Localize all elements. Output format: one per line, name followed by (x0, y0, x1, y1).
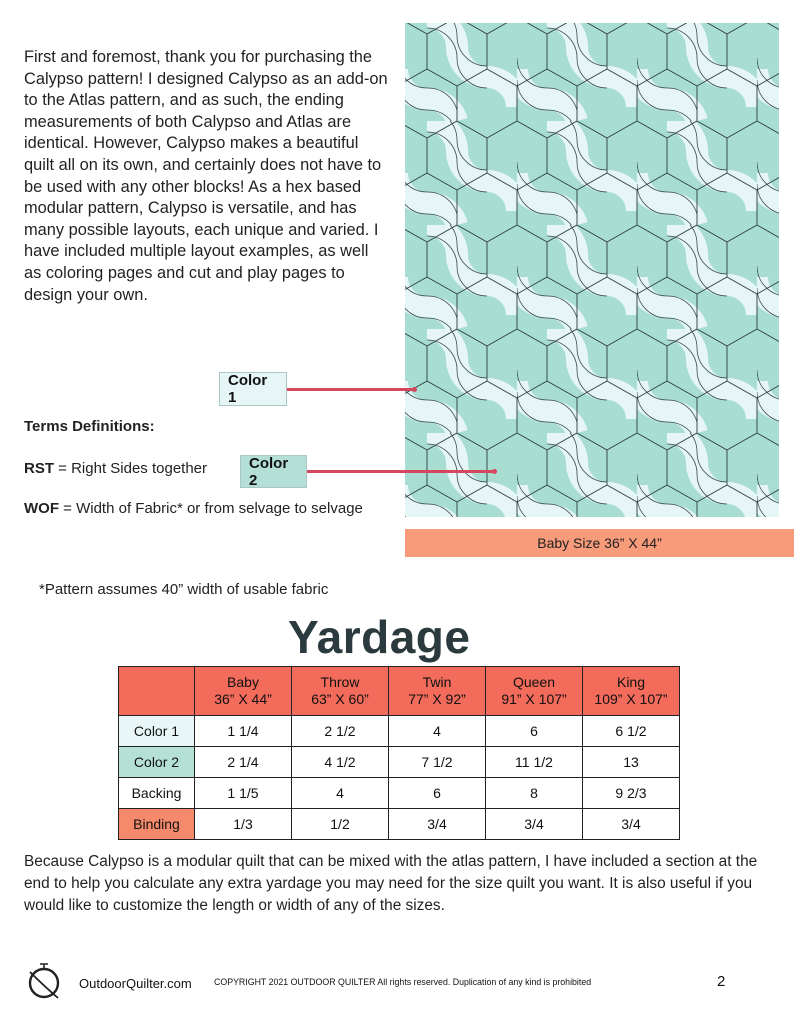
table-cell: 9 2/3 (583, 778, 680, 809)
page-number: 2 (717, 973, 726, 990)
size-caption-band: Baby Size 36” X 44” (405, 529, 794, 557)
yardage-table (118, 666, 680, 840)
table-cell: 1/2 (292, 809, 389, 840)
color2-label: Color 2 (240, 455, 307, 488)
color1-label: Color 1 (219, 372, 287, 406)
col-king: King 109” X 107” (583, 667, 680, 716)
term-wof-abbr: WOF (24, 500, 59, 517)
term-rst-abbr: RST (24, 460, 54, 477)
footer-copyright: COPYRIGHT 2021 OUTDOOR QUILTER All rights reserved. Duplication of any kind is prohibited (214, 977, 592, 987)
table-cell: 13 (583, 747, 680, 778)
col-twin: Twin 77” X 92” (389, 667, 486, 716)
term-wof-definition: = Width of Fabric* or from selvage to selvage (59, 500, 363, 517)
table-cell: 1 1/5 (195, 778, 292, 809)
terms-heading: Terms Definitions: (24, 418, 155, 435)
table-cell: 1 1/4 (195, 716, 292, 747)
table-cell: 7 1/2 (389, 747, 486, 778)
table-cell: 3/4 (583, 809, 680, 840)
row-label-color2: Color 2 (119, 747, 195, 778)
table-cell: 3/4 (486, 809, 583, 840)
table-cell: 6 (389, 778, 486, 809)
footer-site: OutdoorQuilter.com (79, 976, 192, 991)
color1-pointer-line (287, 388, 415, 391)
table-cell: 4 (389, 716, 486, 747)
col-throw: Throw 63” X 60” (292, 667, 389, 716)
table-cell: 2 1/2 (292, 716, 389, 747)
closing-paragraph: Because Calypso is a modular quilt that can be mixed with the atlas pattern, I have included a section at the end to help you calculate any extra yardage you may need for the size quilt you want. It is also useful if you would like to customize the length or width of any of the sizes. (24, 853, 758, 914)
color2-pointer-dot (492, 469, 497, 474)
yardage-title: Yardage (288, 611, 471, 663)
table-row (119, 778, 680, 809)
table-cell: 6 1/2 (583, 716, 680, 747)
fabric-width-note: *Pattern assumes 40” width of usable fabric (39, 581, 329, 598)
row-label-color1: Color 1 (119, 716, 195, 747)
table-cell: 1/3 (195, 809, 292, 840)
row-label-backing: Backing (119, 778, 195, 809)
table-cell: 3/4 (389, 809, 486, 840)
table-cell: 11 1/2 (486, 747, 583, 778)
quilt-illustration (405, 23, 779, 517)
table-row (119, 747, 680, 778)
outdoor-quilter-logo-icon (24, 962, 66, 1002)
table-cell: 4 1/2 (292, 747, 389, 778)
table-cell: 4 (292, 778, 389, 809)
col-baby: Baby 36” X 44” (195, 667, 292, 716)
term-rst-definition: = Right Sides together (54, 460, 208, 477)
table-corner-cell (119, 667, 195, 716)
table-row (119, 716, 680, 747)
intro-paragraph: First and foremost, thank you for purchasing the Calypso pattern! I designed Calypso as an add-on to the Atlas pattern, and as such, the ending measurements of both Calypso and Atlas are identical. However, Calypso makes a beautiful quilt all on its own, and certainly does not have to be used with any other blocks! As a hex based modular pattern, Calypso is versatile, and has many possible layouts, each unique and varied. I have included multiple layout examples, as well as coloring pages and cut and play pages to design your own. (24, 48, 388, 304)
color2-pointer-line (307, 470, 495, 473)
term-rst (24, 459, 207, 479)
term-wof (24, 499, 384, 519)
page-footer (24, 962, 770, 1002)
table-cell: 6 (486, 716, 583, 747)
row-label-binding: Binding (119, 809, 195, 840)
table-header-row (119, 667, 680, 716)
color1-pointer-dot (412, 387, 417, 392)
table-row (119, 809, 680, 840)
col-queen: Queen 91” X 107” (486, 667, 583, 716)
table-cell: 2 1/4 (195, 747, 292, 778)
table-cell: 8 (486, 778, 583, 809)
